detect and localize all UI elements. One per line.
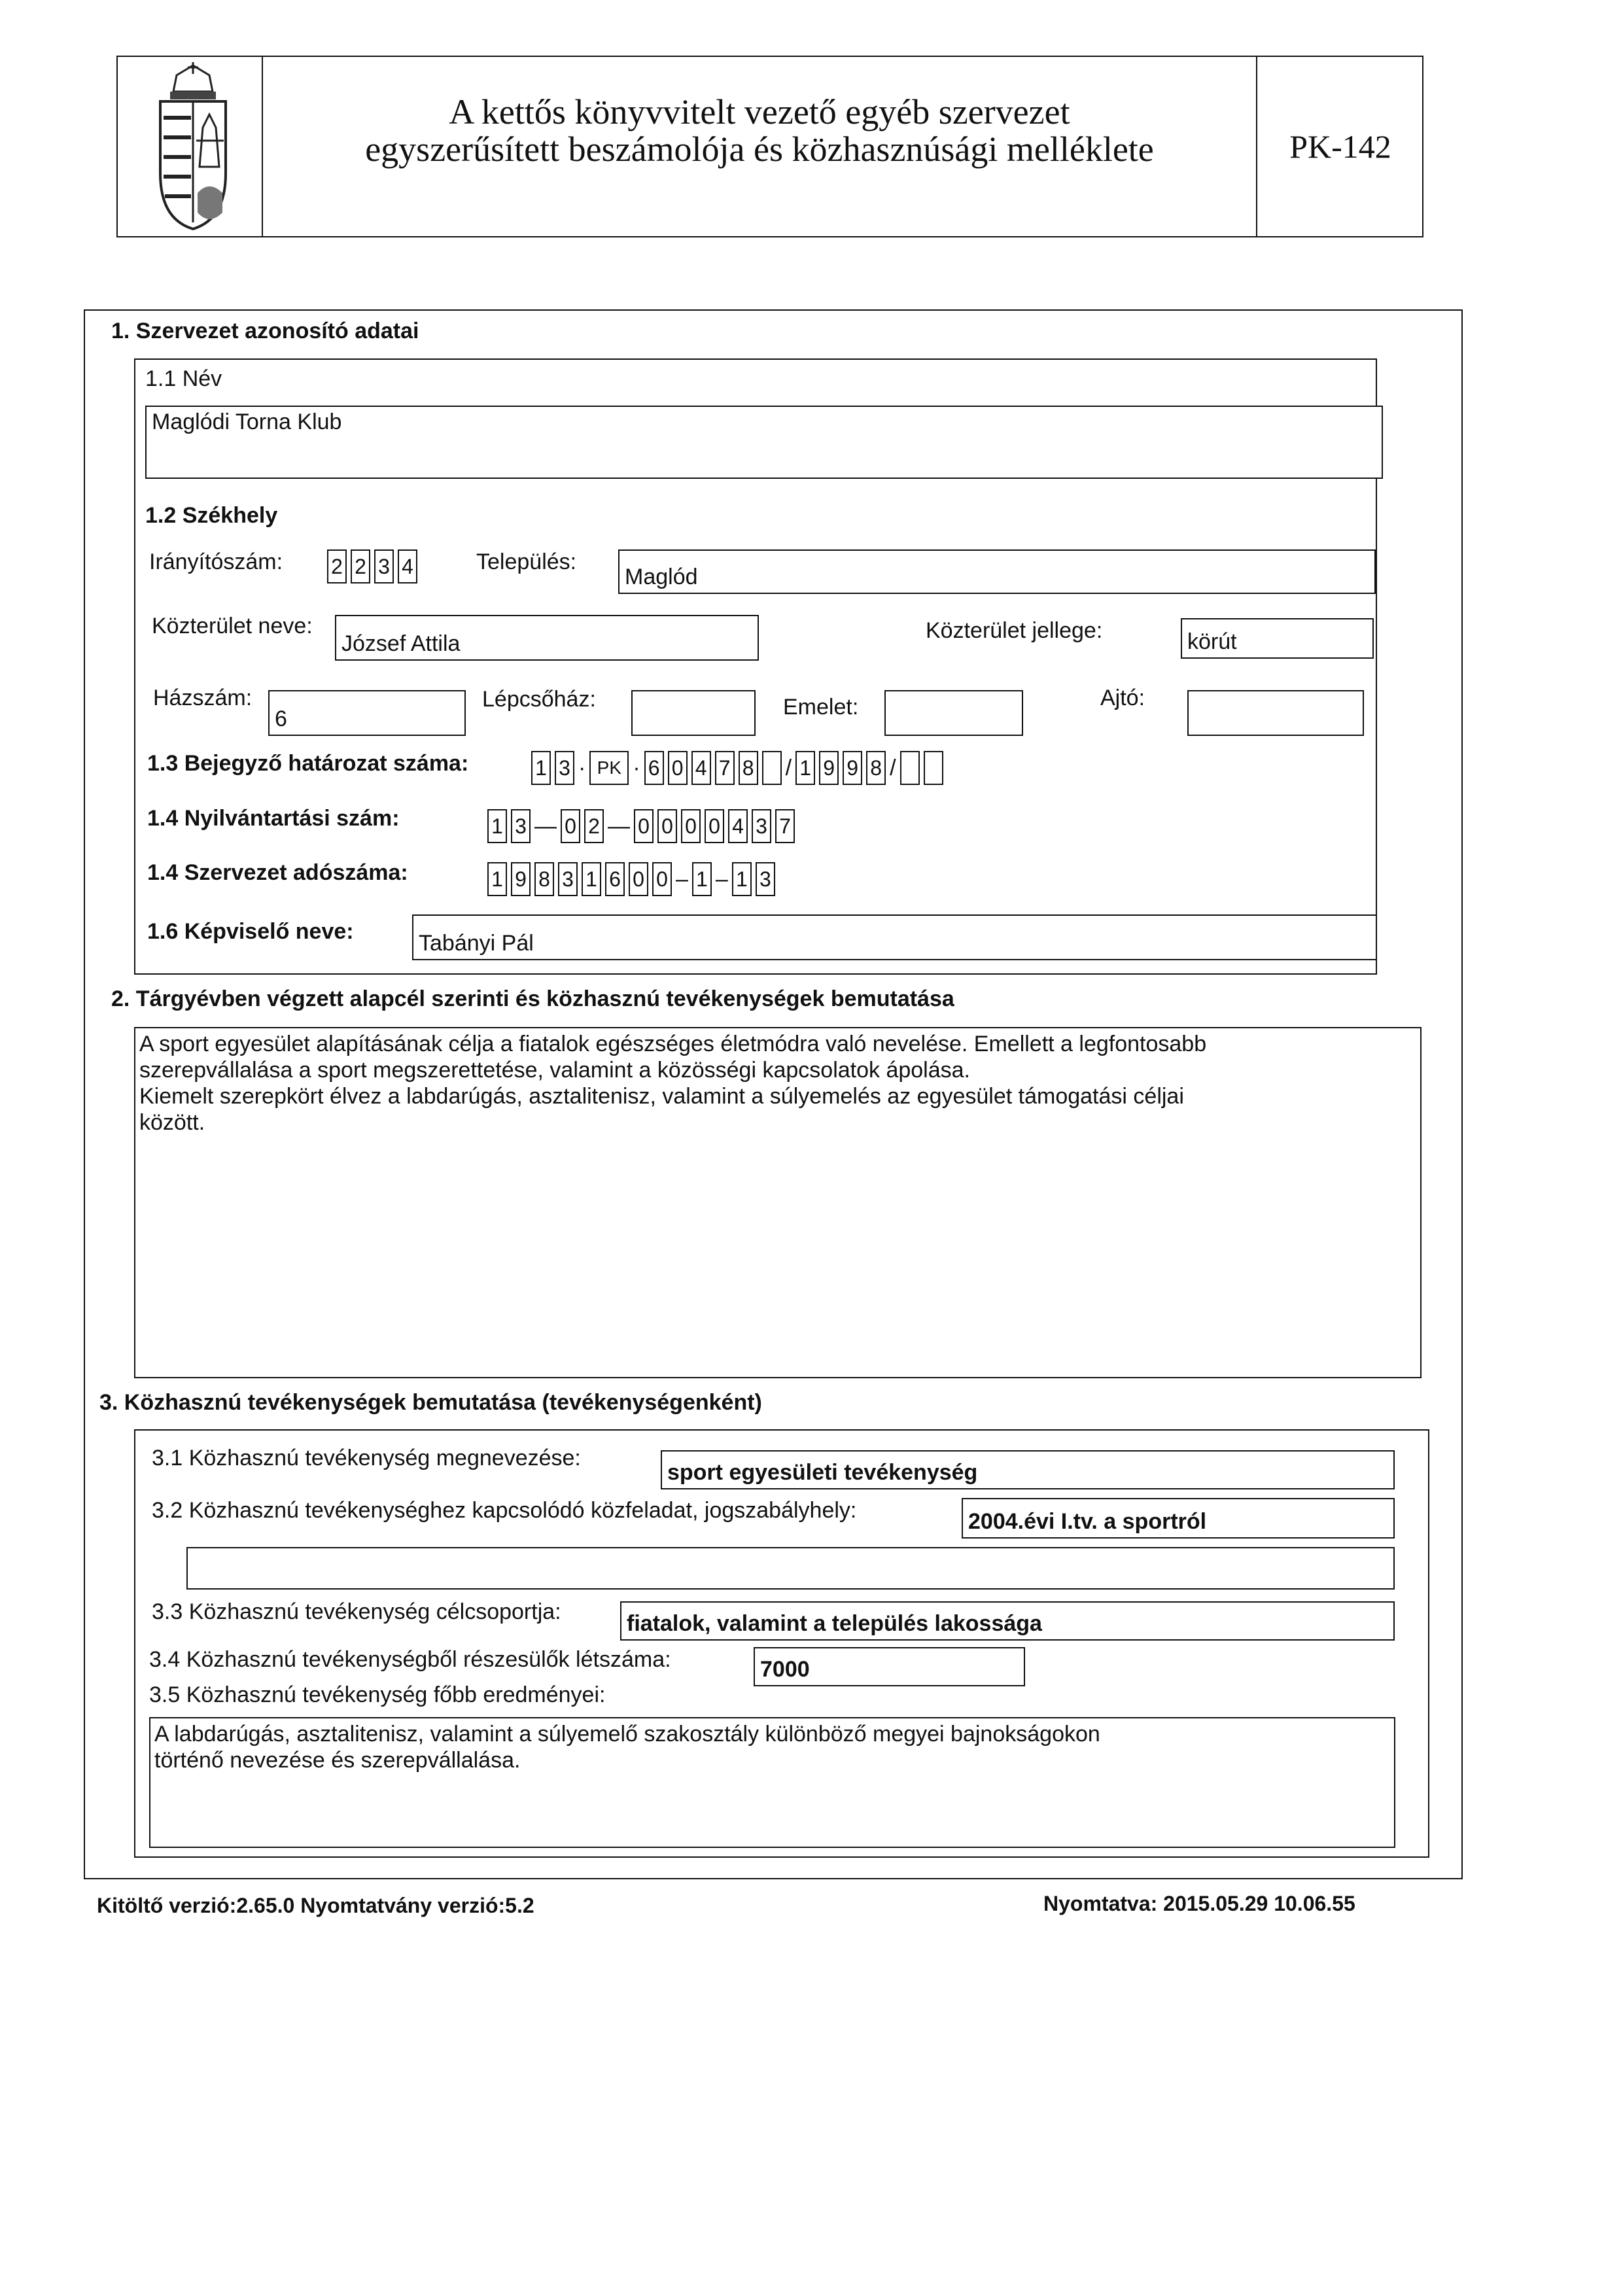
seat-label: 1.2 Székhely [145, 503, 278, 528]
postcode-label: Irányítószám: [149, 549, 283, 574]
coat-of-arms-icon [150, 62, 236, 232]
section2-textarea[interactable]: A sport egyesület alapításának célja a fiatalok egészséges életmódra való nevelése. Emellett a legfontosabb szerepvállalása a sport megszerettetése, valamint a közösségi kapcsolatok ápolása. Kiemelt szerepkört élvez a labdarúgás, asztalitenisz, valamint a súlyemelés az egyesület támogatási céljai között. [134, 1027, 1422, 1378]
representative-field[interactable]: Tabányi Pál [412, 914, 1377, 960]
section3-heading: 3. Közhasznú tevékenységek bemutatása (tevékenységenként) [99, 1390, 762, 1415]
registry-digit: 0 [705, 809, 724, 843]
tax-digit: 3 [558, 862, 578, 896]
public-task-field[interactable]: 2004.évi I.tv. a sportról [962, 1498, 1395, 1539]
reg-digit: 8 [739, 751, 758, 785]
dot-separator: · [578, 755, 586, 780]
registry-digit: 1 [487, 809, 507, 843]
registry-digit: 0 [657, 809, 677, 843]
reg-digit [762, 751, 782, 785]
street-field[interactable]: József Attila [335, 615, 759, 661]
reg-digit: 1 [531, 751, 551, 785]
street-type-field[interactable]: körút [1181, 618, 1374, 659]
registry-digit: 0 [634, 809, 654, 843]
activity-name-field[interactable]: sport egyesületi tevékenység [661, 1450, 1395, 1489]
representative-label: 1.6 Képviselő neve: [147, 919, 354, 944]
form-title-line2: egyszerűsített beszámolója és közhasznúsági melléklete [365, 130, 1154, 169]
reg-digit: 1 [795, 751, 815, 785]
reg-digit: 9 [843, 751, 862, 785]
tax-digit: 9 [511, 862, 531, 896]
tax-digit: 6 [605, 862, 625, 896]
registry-cells[interactable] [487, 809, 799, 843]
postcode-cells[interactable] [327, 549, 421, 583]
street-type-label: Közterület jellege: [926, 618, 1103, 643]
public-task-field-2[interactable] [186, 1547, 1395, 1590]
dash-separator: — [534, 813, 557, 839]
beneficiaries-count-field[interactable]: 7000 [754, 1647, 1025, 1686]
form-title-line1: A kettős könyvvitelt vezető egyéb szervezet [449, 92, 1070, 131]
results-textarea[interactable]: A labdarúgás, asztalitenisz, valamint a súlyemelő szakosztály különböző megyei bajnokságokon történő nevezése és szerepvállalása. [149, 1717, 1395, 1848]
door-field[interactable] [1187, 690, 1364, 736]
house-number-label: Házszám: [153, 686, 253, 710]
name-label: 1.1 Név [145, 366, 222, 391]
dot-separator: · [633, 755, 640, 780]
footer-printed: Nyomtatva: 2015.05.29 10.06.55 [1043, 1892, 1355, 1915]
reg-digit: 3 [555, 751, 574, 785]
slash-separator: / [785, 755, 792, 780]
dash-separator: – [676, 866, 688, 892]
reg-decision-label: 1.3 Bejegyző határozat száma: [147, 751, 469, 776]
activity-name-label: 3.1 Közhasznú tevékenység megnevezése: [152, 1446, 581, 1470]
floor-field[interactable] [884, 690, 1023, 736]
reg-digit [900, 751, 920, 785]
footer-version: Kitöltő verzió:2.65.0 Nyomtatvány verzió:5.2 [97, 1894, 534, 1917]
reg-digit: 6 [644, 751, 664, 785]
registry-label: 1.4 Nyilvántartási szám: [147, 806, 400, 831]
city-field[interactable]: Maglód [618, 549, 1376, 594]
street-label: Közterület neve: [152, 614, 313, 638]
door-label: Ajtó: [1100, 686, 1145, 710]
house-number-field[interactable]: 6 [268, 690, 466, 736]
tax-digit: 0 [629, 862, 648, 896]
dash-separator: — [608, 813, 630, 839]
tax-digit: 3 [756, 862, 775, 896]
stair-label: Lépcsőház: [482, 687, 596, 712]
floor-label: Emelet: [783, 695, 859, 720]
registry-digit: 3 [511, 809, 531, 843]
tax-digit: 1 [582, 862, 601, 896]
registry-digit: 7 [775, 809, 795, 843]
tax-digit: 8 [534, 862, 554, 896]
tax-number-cells[interactable] [487, 862, 779, 896]
postcode-digit: 3 [374, 549, 394, 583]
postcode-digit: 4 [398, 549, 417, 583]
slash-separator: / [890, 755, 896, 780]
tax-digit: 1 [732, 862, 752, 896]
postcode-digit: 2 [351, 549, 370, 583]
name-field[interactable]: Maglódi Torna Klub [145, 406, 1383, 479]
registry-digit: 3 [752, 809, 771, 843]
target-group-field[interactable]: fiatalok, valamint a település lakossága [620, 1601, 1395, 1641]
dash-separator: – [715, 866, 728, 892]
tax-digit: 1 [487, 862, 507, 896]
registry-digit: 4 [728, 809, 748, 843]
reg-digit: 4 [691, 751, 711, 785]
stair-field[interactable] [631, 690, 756, 736]
tax-number-label: 1.4 Szervezet adószáma: [147, 860, 408, 885]
reg-digit: 9 [819, 751, 839, 785]
reg-digit: 0 [668, 751, 688, 785]
results-label: 3.5 Közhasznú tevékenység főbb eredményei: [149, 1682, 606, 1707]
section2-heading: 2. Tárgyévben végzett alapcél szerinti és közhasznú tevékenységek bemutatása [111, 986, 954, 1011]
postcode-digit: 2 [327, 549, 347, 583]
target-group-label: 3.3 Közhasznú tevékenység célcsoportja: [152, 1599, 561, 1624]
registry-digit: 2 [584, 809, 604, 843]
public-task-label: 3.2 Közhasznú tevékenységhez kapcsolódó közfeladat, jogszabályhely: [152, 1498, 857, 1523]
reg-letter: PK [589, 751, 629, 785]
reg-digit [924, 751, 943, 785]
reg-digit: 8 [866, 751, 886, 785]
registry-digit: 0 [681, 809, 701, 843]
tax-digit: 0 [652, 862, 672, 896]
registry-digit: 0 [561, 809, 580, 843]
beneficiaries-count-label: 3.4 Közhasznú tevékenységből részesülők létszáma: [149, 1647, 671, 1672]
reg-decision-cells[interactable] [531, 751, 947, 785]
section1-heading: 1. Szervezet azonosító adatai [111, 319, 419, 343]
tax-digit: 1 [692, 862, 712, 896]
reg-digit: 7 [715, 751, 735, 785]
city-label: Település: [476, 549, 577, 574]
form-code: PK-142 [1289, 128, 1391, 165]
